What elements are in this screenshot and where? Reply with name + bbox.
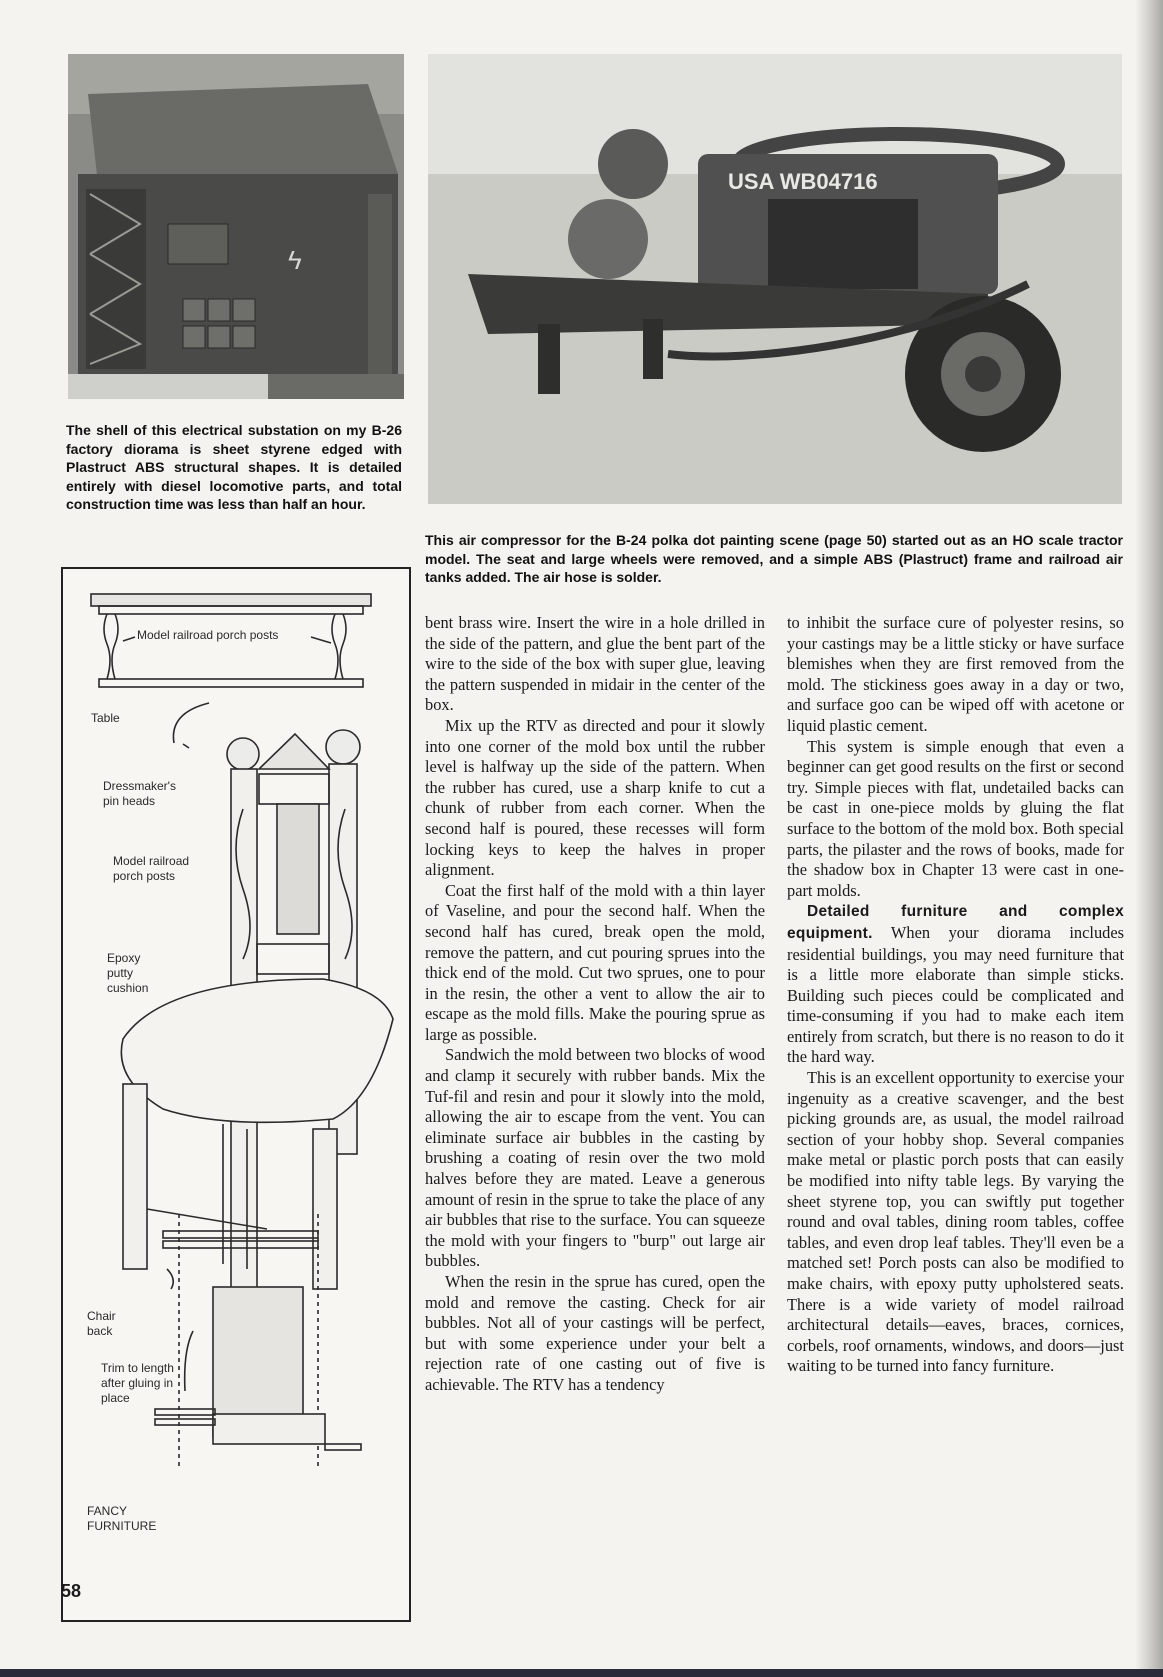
svg-text:USA WB04716: USA WB04716 <box>728 169 878 194</box>
page-edge <box>1135 0 1163 1677</box>
compressor-image <box>428 54 1122 504</box>
page-bottom-edge <box>0 1669 1163 1677</box>
paragraph: This system is simple enough that even a beginner can get good results on the first or second try. Simple pieces with flat, undetailed backs can be cast in one-piece molds by gluing the flat surface to the bottom of the mold box. Both special parts, the pilaster and the rows of books, made for the shadow box in Chapter 13 were cast in one-part molds. <box>787 736 1124 900</box>
paragraph: When the resin in the sprue has cured, open the mold and remove the casting. Check for air bubbles. Not all of your castings will be perfect, but with some experience under your belt a rejection rate of one casting out of five is achievable. The RTV has a tendency <box>425 1272 765 1394</box>
substation-image <box>68 54 404 399</box>
label-trim: Trim to length after gluing in place <box>101 1361 174 1405</box>
text-column-right <box>787 613 1124 1377</box>
text-column-middle <box>425 613 765 1396</box>
substation-caption: The shell of this electrical substation on my B-26 factory diorama is sheet styrene edged with Plastruct ABS structural shapes. It is detailed entirely with diesel locomotive parts, and total construction time was less than half an hour. <box>66 422 402 513</box>
svg-text:ϟ: ϟ <box>288 245 302 275</box>
label-table: Table <box>91 711 120 725</box>
label-porch-posts-chair: Model railroad porch posts <box>113 854 190 883</box>
label-cushion: Epoxy putty cushion <box>107 951 149 995</box>
paragraph: Sandwich the mold between two blocks of wood and clamp it securely with rubber bands. Mix the Tuf-fil and resin and pour it slowly into the mold, allowing the air to escape from the vent. You can eliminate surface air bubbles in the casting by brushing a coating of resin over the two mold halves before they are mated. Leave a generous amount of resin in the sprue to take the place of any air bubbles that rise to the surface. You can squeeze the mold with your fingers to "burp" out large air bubbles. <box>425 1045 765 1271</box>
page-number: 58 <box>61 1581 82 1601</box>
label-porch-posts-top: Model railroad porch posts <box>137 628 279 642</box>
paragraph: Coat the first half of the mold with a thin layer of Vaseline, and pour the second half. When the second half has cured, break open the mold, remove the pattern, and cut pouring sprues into the thick end of the mold. Cut two sprues, one to pour in the resin, the other a vent to allow the air to escape as the mold fills. Make the pouring sprue as large as possible. <box>425 880 765 1044</box>
paragraph-text: When your diorama includes residential buildings, you may need furniture that is a little more elaborate than simple sticks. Building such pieces could be complicated and time-consuming if you had to make each item entirely from scratch, but there is no reason to do it the hard way. <box>787 922 1124 1067</box>
paragraph: This is an excellent opportunity to exercise your ingenuity as a creative scavenger, and the best picking grounds are, as usual, the model railroad section of your hobby shop. Several companies make metal or plastic porch posts that can easily be modified into nifty table legs. By varying the sheet styrene top, you can swiftly put together round and oval tables, dining room tables, coffee tables, and even drop leaf tables. They'll even be a matched set! Porch posts can also be modified to make chairs, with epoxy putty upholstered seats. There is a wide variety of model railroad architectural details—eaves, braces, cornices, corbels, roof ornaments, windows, and doors—just waiting to be turned into fancy furniture. <box>787 1068 1124 1376</box>
fancy-furniture-diagram <box>61 567 411 1622</box>
label-pin-heads: Dressmaker's pin heads <box>103 779 176 808</box>
paragraph: Mix up the RTV as directed and pour it slowly into one corner of the mold box until the rubber level is halfway up the side of the pattern. When the rubber has cured, use a sharp knife to cut a chunk of rubber from each corner. When the second half is poured, these recesses will form locking keys to keep the halves in proper alignment. <box>425 715 765 880</box>
paragraph: bent brass wire. Insert the wire in a hole drilled in the side of the pattern, and glue the bent part of the wire to the side of the box with super glue, leaving the pattern suspended in midair in the center of the box. <box>425 613 765 715</box>
label-chair-back: Chair back <box>87 1309 116 1338</box>
paragraph <box>787 901 1124 1068</box>
compressor-photo <box>428 54 1122 504</box>
substation-photo <box>68 54 404 399</box>
furniture-drawing <box>63 569 409 1620</box>
diagram-title: FANCY FURNITURE <box>87 1504 157 1533</box>
paragraph: to inhibit the surface cure of polyester resins, so your castings may be a little sticky or have surface blemishes when they are first removed from the mold. The stickiness goes away in a day or two, and surface goo can be wiped off with acetone or liquid plastic cement. <box>787 613 1124 735</box>
compressor-caption: This air compressor for the B-24 polka dot painting scene (page 50) started out as an HO scale tractor model. The seat and large wheels were removed, and a simple ABS (Plastruct) frame and railroad air tanks added. The air hose is solder. <box>425 532 1123 586</box>
section-heading: Detailed furniture and complex equipment. <box>787 903 1124 942</box>
